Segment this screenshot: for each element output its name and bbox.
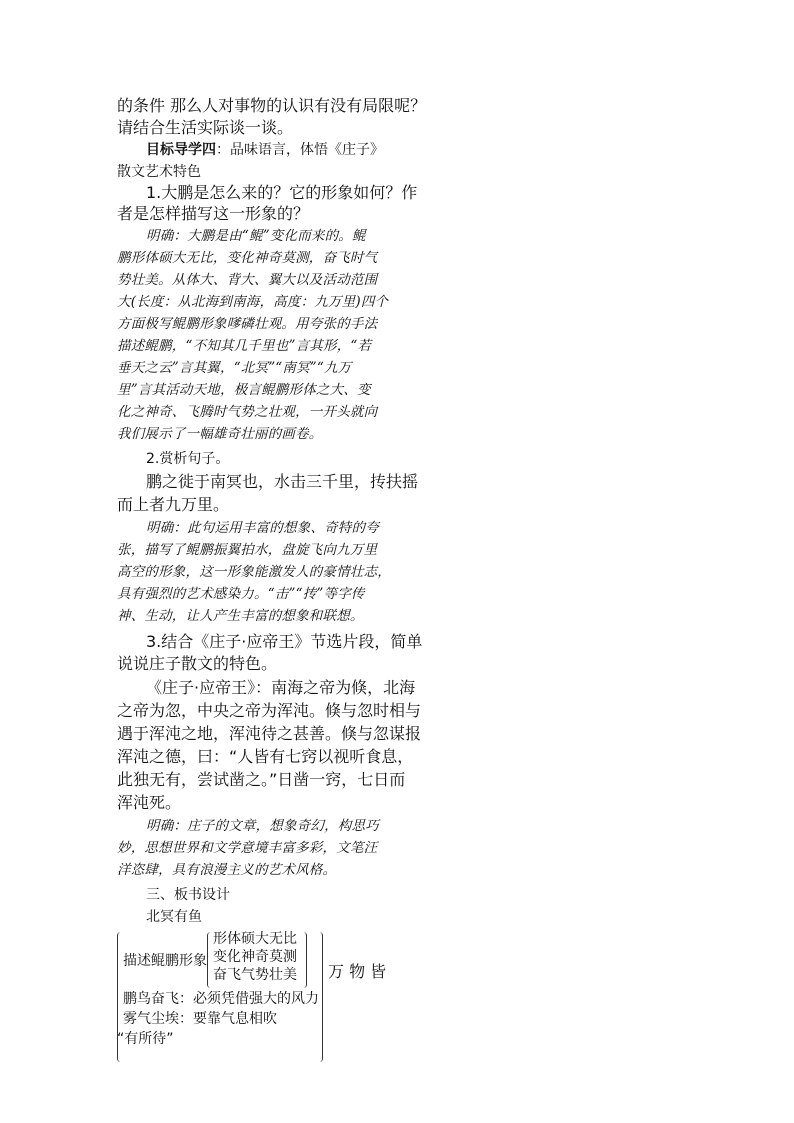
inner-right-brace — [300, 932, 307, 988]
board-line: 鹏鸟奋飞：必须凭借强大的风力 — [123, 991, 319, 1007]
quote-line: 浑沌之德，曰：“人皆有七窍以视听食息， — [117, 747, 414, 766]
board-describe: 描述鲲鹏形象 — [123, 953, 207, 969]
board-item: 变化神奇莫测 — [213, 949, 297, 965]
quote-line: 《庄子·应帝王》：南海之帝为倏，北海 — [146, 678, 416, 697]
answer-line: 方面极写鲲鹏形象嗲磷壮观。用夸张的手法 — [117, 316, 378, 332]
board-line: 雾气尘埃：要靠气息相吹 — [123, 1011, 277, 1027]
answer-line: 神、生动，让人产生丰富的想象和联想。 — [117, 608, 364, 624]
text-line: 请结合生活实际谈一谈。 — [117, 118, 294, 137]
answer-line: 高空的形象，这一形象能激发人的豪情壮志， — [117, 564, 391, 580]
quote-line: 鹏之徙于南冥也，水击三千里，抟扶摇 — [146, 472, 419, 491]
answer-line: 势壮美。从体大、背大、翼大以及活动范围 — [117, 272, 378, 288]
answer-line: 明确：庄子的文章，想象奇幻，构思巧 — [146, 818, 379, 834]
section-heading: 三、板书设计 — [146, 887, 230, 903]
answer-line: 大(长度：从北海到南海，高度：九万里)四个 — [117, 294, 389, 310]
text-line: 散文艺术特色 — [117, 164, 201, 180]
question-3: 3.结合《庄子·应帝王》节选片段，简单 — [146, 632, 423, 651]
text-line: 者是怎样描写这一形象的？ — [117, 204, 310, 223]
answer-line: 张，描写了鲲鹏振翼拍水，盘旋飞向九万里 — [117, 542, 378, 558]
answer-line: 明确：大鹏是由“鲲”变化而来的。鲲 — [146, 228, 366, 244]
answer-line: 垂天之云”言其翼，“北冥”“南冥”“九万 — [117, 360, 352, 376]
answer-line: 明确：此句运用丰富的想象、奇特的夸 — [146, 520, 379, 536]
board-youdai: “有所待” — [117, 1031, 174, 1047]
text-line: 说说庄子散文的特色。 — [117, 654, 278, 673]
board-conclusion: 万 物 皆 — [328, 962, 387, 981]
quote-line: 此独无有，尝试凿之。”日凿一窍，七日而 — [117, 770, 406, 789]
board-item: 形体硕大无比 — [213, 931, 297, 947]
goal-text: ：品味语言，体悟《庄子》 — [216, 142, 384, 158]
answer-line: 我们展示了一幅雄奇壮丽的画卷。 — [117, 426, 323, 442]
board-title: 北冥有鱼 — [146, 909, 202, 925]
question-1: 1.大鹏是怎么来的？它的形象如何？作 — [146, 183, 418, 202]
answer-line: 洋恣肆，具有浪漫主义的艺术风格。 — [117, 862, 337, 878]
outer-right-brace — [316, 932, 323, 1062]
answer-line: 化之神奇、飞腾时气势之壮观，一开头就向 — [117, 404, 378, 420]
quote-line: 浑沌死。 — [117, 793, 182, 812]
answer-line: 鹏形体硕大无比，变化神奇莫测，奋飞时气 — [117, 250, 378, 266]
answer-line: 妙，思想世界和文学意境丰富多彩，文笔汪 — [117, 840, 378, 856]
answer-line: 具有强烈的艺术感染力。“击”“抟”等字传 — [117, 586, 365, 602]
text-line: 的条件 那么人对事物的认识有没有局限呢？ — [117, 96, 427, 115]
answer-line: 里”言其活动天地，极言鲲鹏形体之大、变 — [117, 382, 371, 398]
question-2: 2.赏析句子。 — [146, 451, 230, 467]
quote-line: 而上者九万里。 — [117, 495, 230, 514]
quote-line: 遇于浑沌之地，浑沌待之甚善。倏与忽谋报 — [117, 724, 422, 743]
goal-label: 目标导学四 — [146, 142, 216, 158]
quote-line: 之帝为忽，中央之帝为浑沌。倏与忽时相与 — [117, 701, 422, 720]
board-item: 奋飞气势壮美 — [213, 967, 297, 983]
answer-line: 描述鲲鹏，“不知其几千里也”言其形，“若 — [117, 338, 372, 354]
section-heading — [146, 143, 384, 157]
